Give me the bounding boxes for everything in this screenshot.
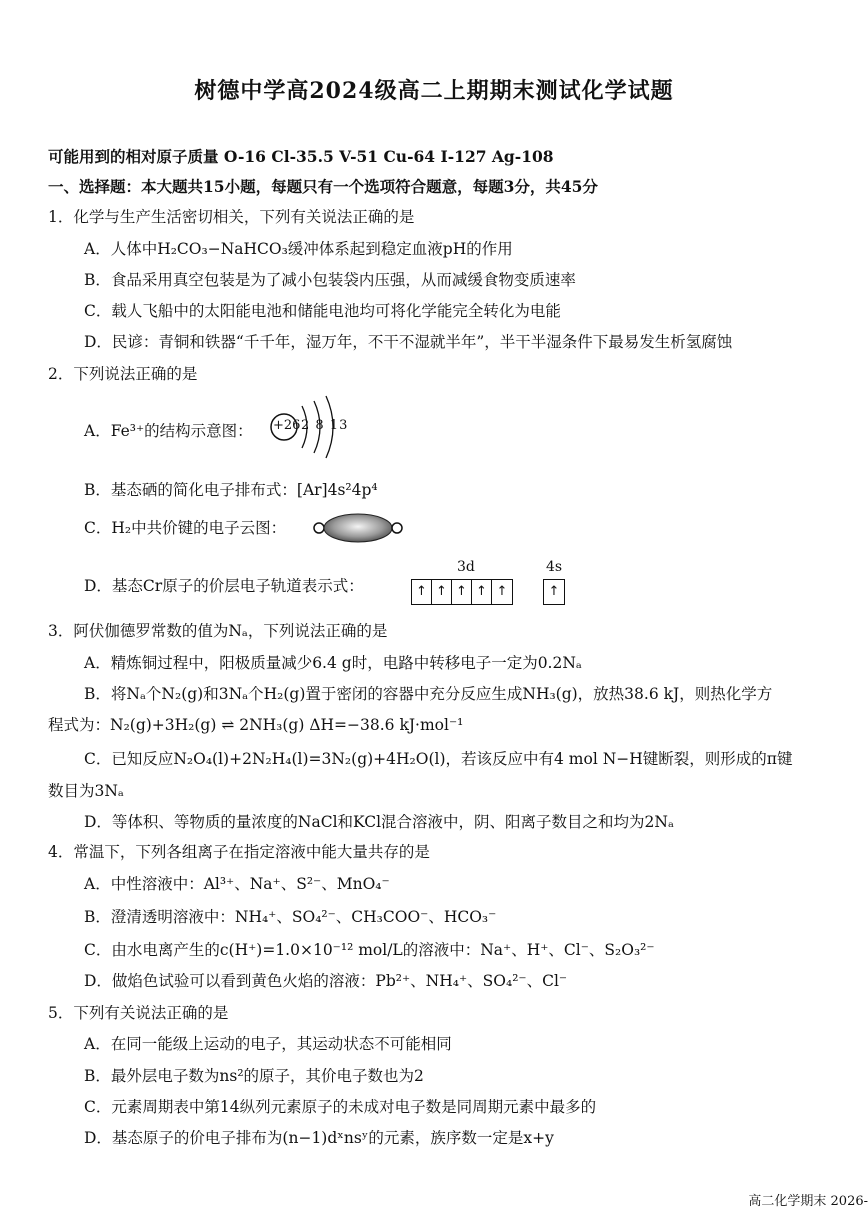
orbital-arrow: ↑ <box>452 580 472 604</box>
orbital-arrow: ↑ <box>472 580 492 604</box>
question-1-stem: 1．化学与生产生活密切相关，下列有关说法正确的是 <box>48 208 415 226</box>
question-5-option-c: C．元素周期表中第14纵列元素原子的未成对电子数是同周期元素中最多的 <box>84 1098 597 1116</box>
electron-cloud-diagram <box>312 512 404 544</box>
electron-shells: 2 8 13 <box>301 418 349 433</box>
atomic-masses: 可能用到的相对原子质量 O-16 Cl-35.5 V-51 Cu-64 I-127 Ag-108 <box>48 147 554 166</box>
question-1-option-d: D．民谚：青铜和铁器“千千年，湿万年，不干不湿就半年”，半干半湿条件下最易发生析氢腐蚀 <box>84 333 733 351</box>
orbital-arrow: ↑ <box>496 584 508 599</box>
question-5-option-b: B．最外层电子数为ns²的原子，其价电子数也为2 <box>84 1067 424 1085</box>
question-2-stem: 2．下列说法正确的是 <box>48 365 198 383</box>
fe-ion-structure-diagram <box>268 392 358 466</box>
orbital-3d-boxes <box>411 579 513 605</box>
orbital-arrow: ↑ <box>548 584 560 599</box>
orbital-arrow: ↑ <box>412 580 432 604</box>
orbital-4s-box <box>543 579 565 605</box>
question-2-option-d: D．基态Cr原子的价层电子轨道表示式： <box>84 577 364 595</box>
page-footer: 高二化学期末 2026- <box>748 1194 868 1209</box>
question-3-option-c-cont: 数目为3Nₐ <box>48 782 124 800</box>
question-3-stem: 3．阿伏伽德罗常数的值为Nₐ，下列说法正确的是 <box>48 622 388 640</box>
orbital-arrow: ↑ <box>432 580 452 604</box>
question-3-option-d: D．等体积、等物质的量浓度的NaCl和KCl混合溶液中，阴、阳离子数目之和均为2Nₐ <box>84 813 674 831</box>
question-1-option-a: A．人体中H₂CO₃−NaHCO₃缓冲体系起到稳定血液pH的作用 <box>84 240 513 258</box>
question-3-option-a: A．精炼铜过程中，阳极质量减少6.4 g时，电路中转移电子一定为0.2Nₐ <box>84 654 582 672</box>
question-2-option-a: A．Fe³⁺的结构示意图： <box>84 422 253 440</box>
question-4-option-a: A．中性溶液中：Al³⁺、Na⁺、S²⁻、MnO₄⁻ <box>84 875 390 893</box>
question-3-option-c: C．已知反应N₂O₄(l)+2N₂H₄(l)=3N₂(g)+4H₂O(l)，若该反应中有4 mol N−H键断裂，则形成的π键 <box>84 750 793 768</box>
question-3-option-b-cont: 程式为：N₂(g)+3H₂(g) ⇌ 2NH₃(g) ΔH=−38.6 kJ·mol⁻¹ <box>48 716 464 734</box>
nucleus-charge: +26 <box>273 418 301 433</box>
question-5-option-d: D．基态原子的价电子排布为(n−1)dˣnsʸ的元素，族序数一定是x+y <box>84 1129 554 1147</box>
question-2-option-c: C．H₂中共价键的电子云图： <box>84 519 287 537</box>
question-5-stem: 5．下列有关说法正确的是 <box>48 1004 229 1022</box>
section-heading: 一、选择题：本大题共15小题，每题只有一个选项符合题意，每题3分，共45分 <box>48 177 598 196</box>
question-4-option-c: C．由水电离产生的c(H⁺)=1.0×10⁻¹² mol/L的溶液中：Na⁺、H⁺、Cl⁻、S₂O₃²⁻ <box>84 941 655 959</box>
question-1-option-b: B．食品采用真空包装是为了减小包装袋内压强，从而减缓食物变质速率 <box>84 271 576 289</box>
orbital-label-4s: 4s <box>546 559 563 575</box>
question-4-option-d: D．做焰色试验可以看到黄色火焰的溶液：Pb²⁺、NH₄⁺、SO₄²⁻、Cl⁻ <box>84 972 568 990</box>
question-4-stem: 4．常温下，下列各组离子在指定溶液中能大量共存的是 <box>48 843 430 861</box>
question-4-option-b: B．澄清透明溶液中：NH₄⁺、SO₄²⁻、CH₃COO⁻、HCO₃⁻ <box>84 908 497 926</box>
question-2-option-b: B．基态硒的简化电子排布式：[Ar]4s²4p⁴ <box>84 481 378 499</box>
orbital-label-3d: 3d <box>457 559 475 575</box>
question-5-option-a: A．在同一能级上运动的电子，其运动状态不可能相同 <box>84 1035 452 1053</box>
page-title: 树德中学高2024级高二上期期末测试化学试题 <box>194 78 674 104</box>
question-3-option-b: B．将Nₐ个N₂(g)和3Nₐ个H₂(g)置于密闭的容器中充分反应生成NH₃(g)，放热38.6 kJ，则热化学方 <box>84 685 773 703</box>
question-1-option-c: C．载人飞船中的太阳能电池和储能电池均可将化学能完全转化为电能 <box>84 302 561 320</box>
